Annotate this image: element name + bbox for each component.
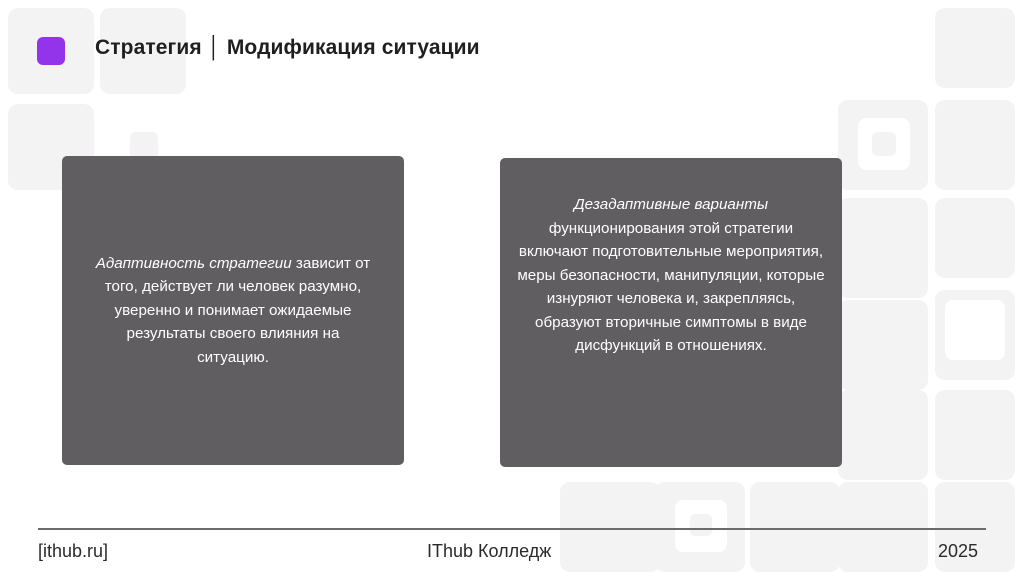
card-body: функционирования этой стратегии включают подготовительные мероприятия, меры безопасности, манипуляции, которые изнуряют человека и, закрепляясь, образуют вторичные симптомы в виде дисфункций в отношениях. (517, 219, 825, 354)
footer-site-link[interactable]: [ithub.ru] (38, 541, 109, 561)
card-emphasis: Адаптивность стратегии (95, 254, 292, 272)
card-adaptive (62, 156, 404, 465)
footer-divider (38, 528, 986, 530)
footer-org: IThub Колледж (427, 541, 552, 561)
card-maladaptive (500, 158, 842, 467)
page-title: Стратегия │ Модификация ситуации (95, 36, 480, 59)
card-text (93, 252, 373, 370)
card-emphasis: Дезадаптивные варианты (573, 196, 769, 213)
card-text (516, 193, 826, 358)
footer-year: 2025 (938, 541, 979, 561)
card-body: зависит от того, действует ли человек разумно, уверенно и понимает ожидаемые результаты своего влияния на ситуацию. (104, 254, 371, 366)
brand-square-icon (37, 37, 65, 65)
